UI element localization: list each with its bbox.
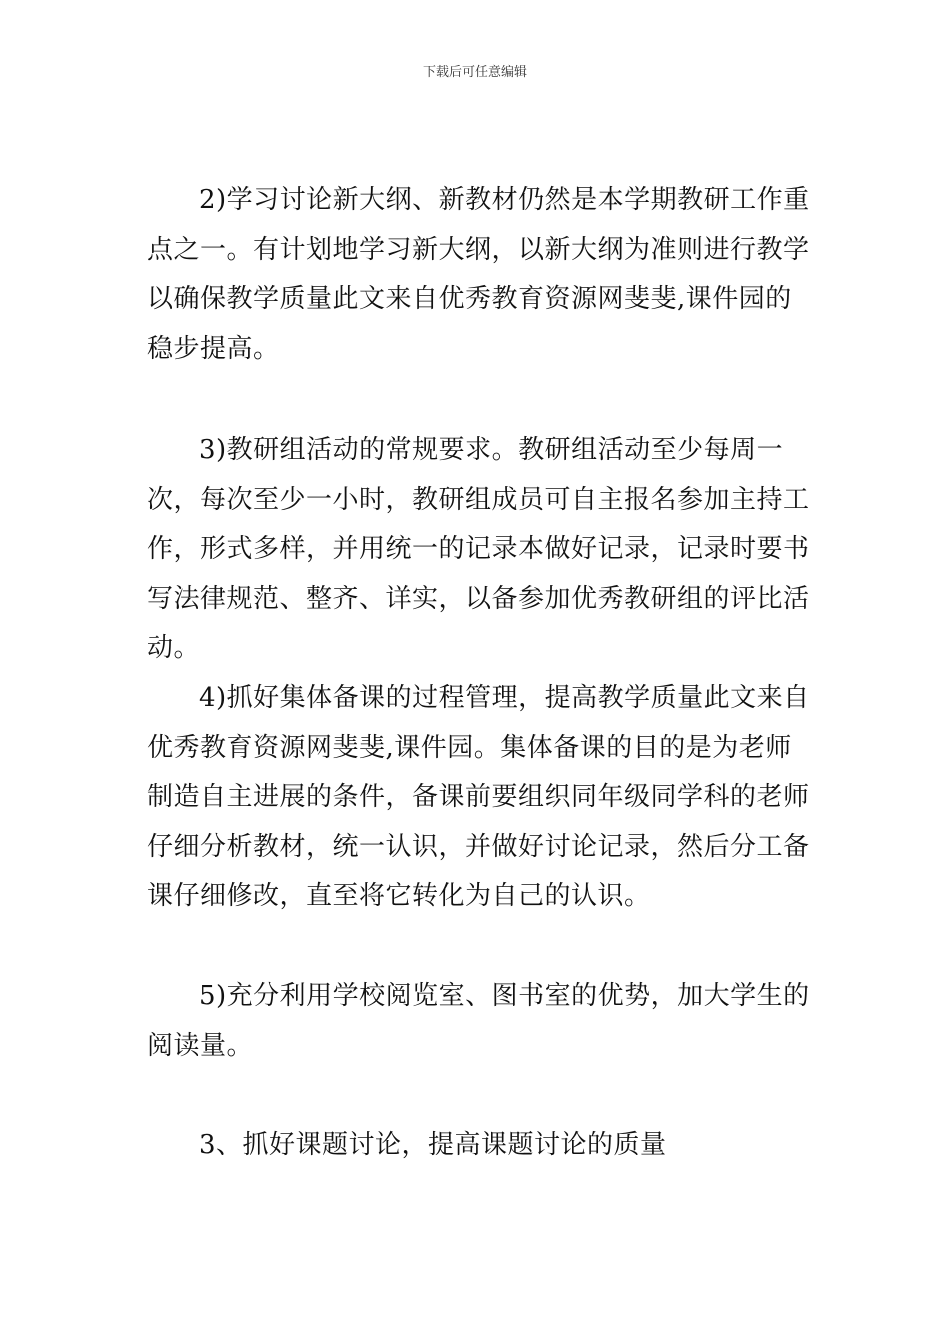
paragraph-item-3: 3)教研组活动的常规要求。教研组活动至少每周一次，每次至少一小时，教研组成员可自主报名参加主持工作，形式多样，并用统一的记录本做好记录，记录时要书写法律规范、整齐、详实，以备参加优秀教研组的评比活动。 xyxy=(147,435,810,663)
page-header: 下载后可任意编辑 xyxy=(422,65,527,80)
paragraph-item-2: 2)学习讨论新大纲、新教材仍然是本学期教研工作重点之一。有计划地学习新大纲，以新大纲为准则进行教学以确保教学质量此文来自优秀教育资源网斐斐,课件园的稳步提高。 xyxy=(147,185,810,364)
paragraph-item-5: 5)充分利用学校阅览室、图书室的优势，加大学生的阅读量。 xyxy=(147,981,810,1061)
section-heading-3: 3、抓好课题讨论，提高课题讨论的质量 xyxy=(199,1130,667,1160)
paragraph-item-4: 4)抓好集体备课的过程管理，提高教学质量此文来自优秀教育资源网斐斐,课件园。集体备课的目的是为老师制造自主进展的条件，备课前要组织同年级同学科的老师仔细分析教材，统一认识，并做好讨论记录，然后分工备课仔细修改，直至将它转化为自己的认识。 xyxy=(147,683,810,911)
